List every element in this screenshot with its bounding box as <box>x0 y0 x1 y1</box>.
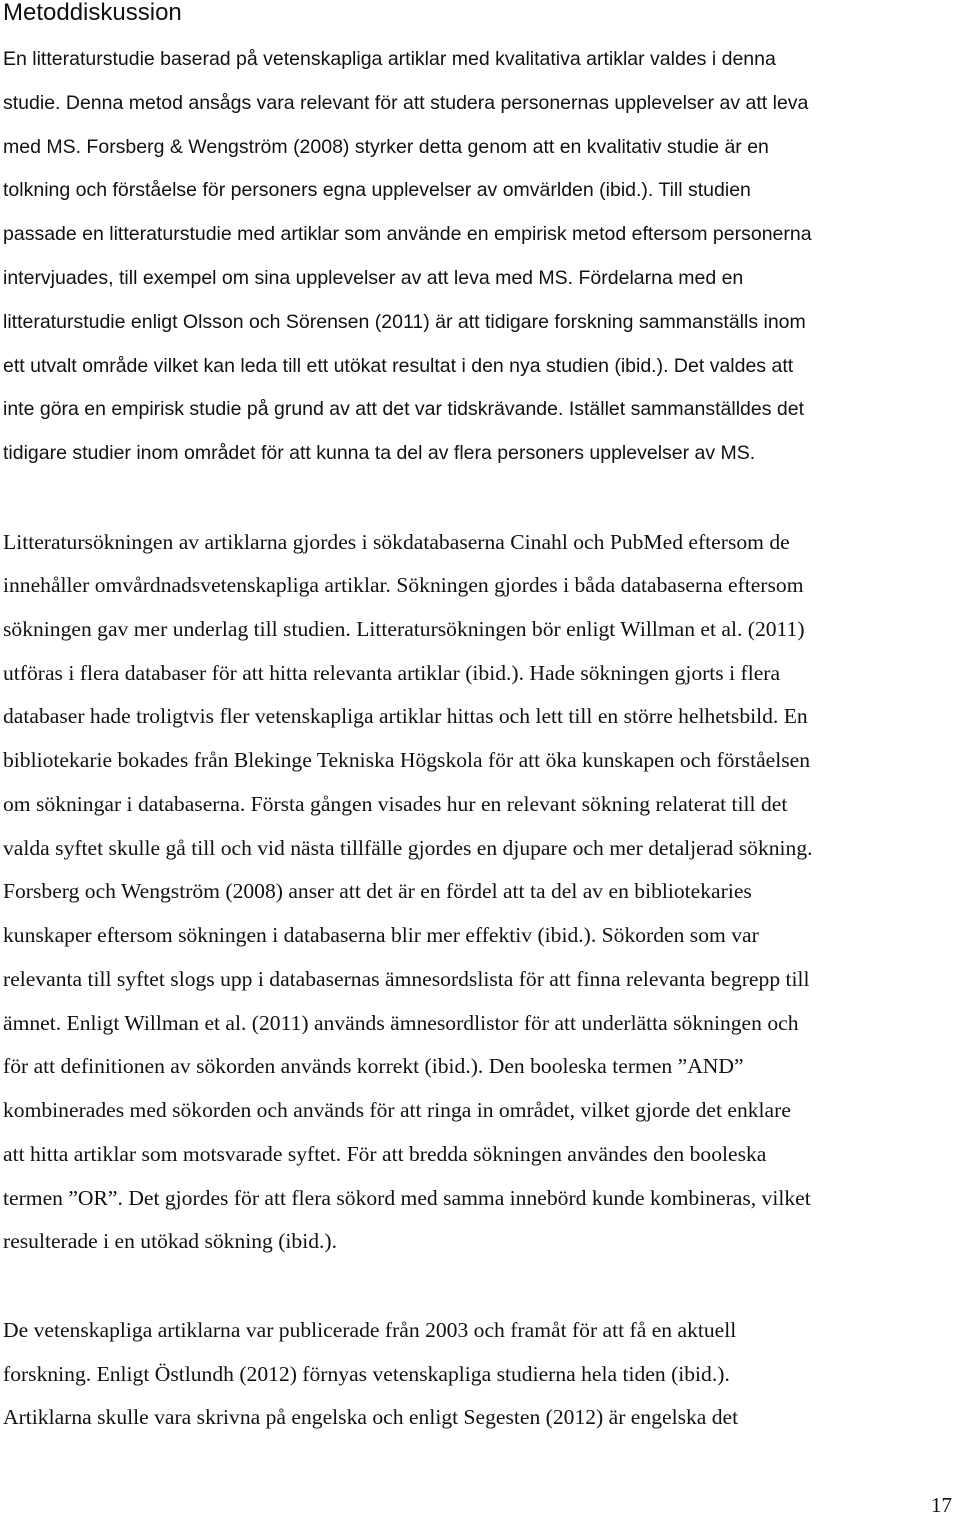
text-line: kombinerades med sökorden och används för att ringa in området, vilket gjorde det enklare <box>3 1098 791 1122</box>
text-line: resulterade i en utökad sökning (ibid.). <box>3 1229 338 1253</box>
text-line: med MS. Forsberg & Wengström (2008) styrker detta genom att en kvalitativ studie är en <box>3 136 769 158</box>
text-line: passade en litteraturstudie med artiklar som använde en empirisk metod eftersom personerna <box>3 223 812 245</box>
text-line: inte göra en empirisk studie på grund av att det var tidskrävande. Istället sammanställdes det <box>3 398 805 420</box>
text-line: kunskaper eftersom sökningen i databaserna blir mer effektiv (ibid.). Sökorden som var <box>3 923 759 947</box>
text-line: att hitta artiklar som motsvarade syftet. För att bredda sökningen användes den booleska <box>3 1142 767 1166</box>
text-line: tidigare studier inom området för att kunna ta del av flera personers upplevelser av MS. <box>3 442 756 464</box>
text-line: valda syftet skulle gå till och vid nästa tillfälle gjordes en djupare och mer detaljerad sökning. <box>3 836 813 860</box>
text-line: sökningen gav mer underlag till studien. Litteratursökningen bör enligt Willman et al. (2011) <box>3 617 805 641</box>
text-line: Forsberg och Wengström (2008) anser att det är en fördel att ta del av en bibliotekaries <box>3 879 752 903</box>
text-line: innehåller omvårdnadsvetenskapliga artiklar. Sökningen gjordes i båda databaserna eftersom <box>3 573 804 597</box>
text-line: om sökningar i databaserna. Första gången visades hur en relevant sökning relaterat till det <box>3 792 788 816</box>
text-line: litteraturstudie enligt Olsson och Sörensen (2011) är att tidigare forskning sammanställs inom <box>3 311 806 333</box>
text-line: ämnet. Enligt Willman et al. (2011) används ämnesordlistor för att underlätta sökningen och <box>3 1011 799 1035</box>
text-line: Litteratursökningen av artiklarna gjordes i sökdatabaserna Cinahl och PubMed eftersom de <box>3 530 790 554</box>
text-line: studie. Denna metod ansågs vara relevant för att studera personernas upplevelser av att leva <box>3 92 809 114</box>
text-line: ett utvalt område vilket kan leda till ett utökat resultat i den nya studien (ibid.). Det valdes att <box>3 355 794 377</box>
text-line: relevanta till syftet slogs upp i databasernas ämnesordslista för att finna relevanta begrepp till <box>3 967 810 991</box>
page-number: 17 <box>931 1493 952 1517</box>
text-line: En litteraturstudie baserad på vetenskapliga artiklar med kvalitativa artiklar valdes i denna <box>3 48 776 70</box>
text-line: intervjuades, till exempel om sina upplevelser av att leva med MS. Fördelarna med en <box>3 267 744 289</box>
text-line: databaser hade troligtvis fler vetenskapliga artiklar hittas och lett till en större helhetsbild. En <box>3 704 808 728</box>
text-line: De vetenskapliga artiklarna var publicerade från 2003 och framåt för att få en aktuell <box>3 1318 737 1342</box>
text-line: termen ”OR”. Det gjordes för att flera sökord med samma innebörd kunde kombineras, vilket <box>3 1186 811 1210</box>
text-line: utföras i flera databaser för att hitta relevanta artiklar (ibid.). Hade sökningen gjorts i flera <box>3 661 781 685</box>
text-line: tolkning och förståelse för personers egna upplevelser av omvärlden (ibid.). Till studien <box>3 179 751 201</box>
text-line: forskning. Enligt Östlundh (2012) förnyas vetenskapliga studierna hela tiden (ibid.). <box>3 1362 730 1386</box>
text-line: Artiklarna skulle vara skrivna på engelska och enligt Segesten (2012) är engelska det <box>3 1405 739 1429</box>
section-heading: Metoddiskussion <box>3 0 182 26</box>
text-line: för att definitionen av sökorden används korrekt (ibid.). Den booleska termen ”AND” <box>3 1054 744 1078</box>
text-line: bibliotekarie bokades från Blekinge Tekniska Högskola för att öka kunskapen och förståelsen <box>3 748 811 772</box>
